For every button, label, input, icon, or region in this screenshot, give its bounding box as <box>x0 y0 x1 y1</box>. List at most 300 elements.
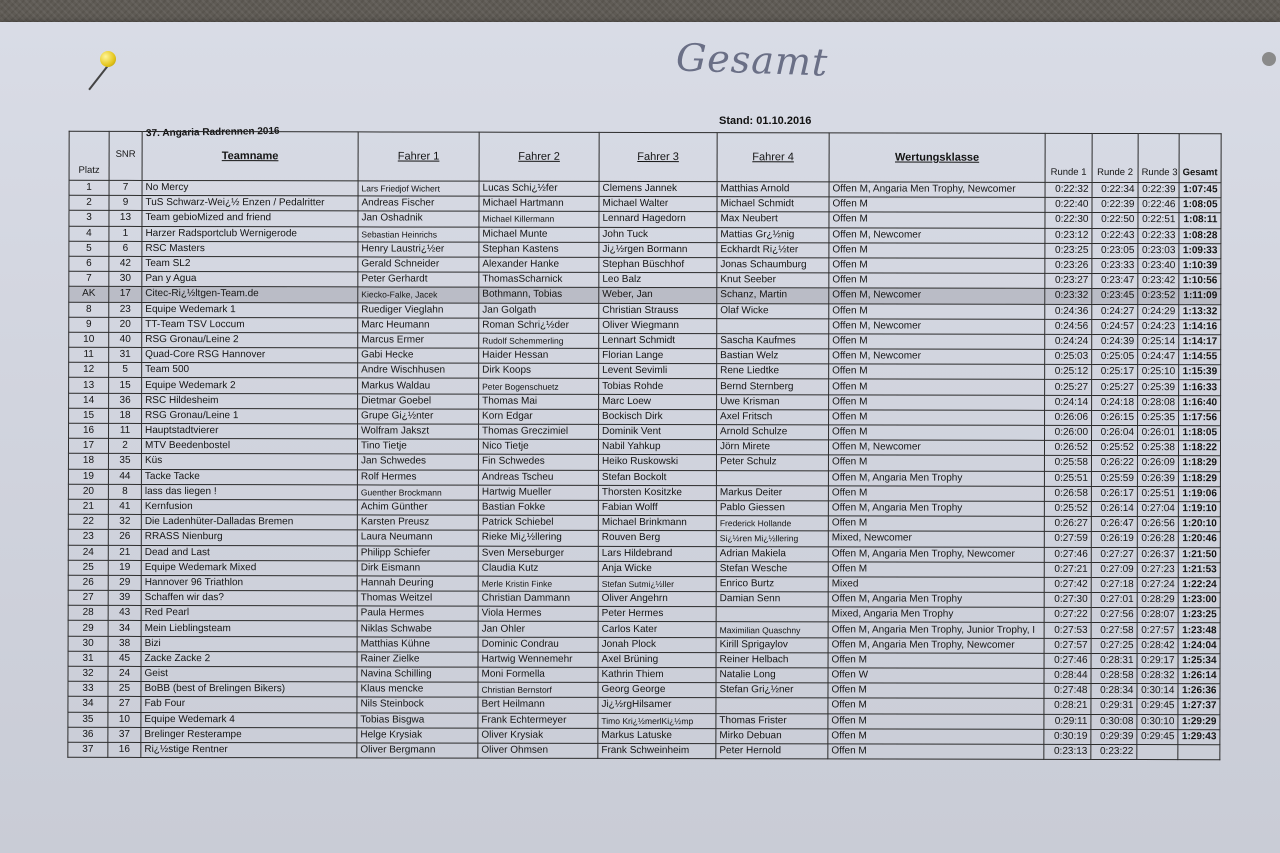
cell-fahrer3: Anja Wicke <box>598 561 716 576</box>
cell-fahrer4: Enrico Burtz <box>716 577 828 592</box>
cell-gesamt: 1:15:39 <box>1179 365 1221 380</box>
cell-wertungsklasse: Offen M, Newcomer <box>828 440 1044 456</box>
cell-gesamt: 1:17:56 <box>1179 410 1221 425</box>
table-row <box>68 742 1220 760</box>
cell-fahrer3: Rouven Berg <box>598 531 716 546</box>
cell-platz: 25 <box>68 560 108 575</box>
cell-teamname: Team 500 <box>142 363 358 379</box>
cell-gesamt: 1:27:37 <box>1178 699 1220 714</box>
cell-gesamt: 1:07:45 <box>1179 183 1221 198</box>
cell-runde3: 0:26:56 <box>1137 517 1178 532</box>
cell-runde3: 0:24:47 <box>1138 350 1179 365</box>
cell-fahrer3: Leo Balz <box>599 273 717 288</box>
cell-fahrer4: Adrian Makiela <box>716 546 828 561</box>
cell-platz: 35 <box>68 712 108 727</box>
cell-fahrer1: Tino Tietje <box>357 439 478 454</box>
handwritten-note: Gesamt <box>675 35 830 85</box>
cell-fahrer1: Klaus mencke <box>357 682 478 697</box>
cell-wertungsklasse: Offen M, Newcomer <box>829 227 1045 243</box>
cell-gesamt: 1:20:10 <box>1178 517 1220 532</box>
cell-gesamt: 1:26:36 <box>1178 684 1220 699</box>
cell-fahrer1: Dietmar Goebel <box>358 394 479 409</box>
cell-fahrer4: Max Neubert <box>717 212 829 227</box>
cell-runde1: 0:25:27 <box>1045 380 1092 395</box>
cell-gesamt: 1:21:50 <box>1178 547 1220 562</box>
cell-platz: AK <box>69 287 109 302</box>
table-row <box>69 226 1221 244</box>
cell-teamname: RSC Masters <box>142 241 358 257</box>
cell-gesamt: 1:20:46 <box>1178 532 1220 547</box>
cell-wertungsklasse: Offen M <box>828 744 1044 760</box>
cell-runde2: 0:24:57 <box>1092 319 1138 334</box>
cell-runde1: 0:25:03 <box>1045 349 1092 364</box>
cell-platz: 7 <box>69 271 109 286</box>
cell-fahrer4: Bernd Sternberg <box>717 379 829 394</box>
cell-fahrer2: Korn Edgar <box>479 409 599 424</box>
cell-runde1: 0:27:53 <box>1044 623 1091 638</box>
cell-runde1: 0:25:51 <box>1044 471 1091 486</box>
cell-wertungsklasse: Offen W <box>828 668 1044 684</box>
cell-runde1: 0:26:00 <box>1045 425 1092 440</box>
cell-snr: 27 <box>108 697 141 712</box>
cell-snr: 20 <box>109 317 142 332</box>
cell-platz: 33 <box>68 681 108 696</box>
cell-runde2: 0:27:01 <box>1091 592 1137 607</box>
cell-platz: 1 <box>69 180 109 195</box>
cell-fahrer2: Stephan Kastens <box>479 242 599 257</box>
table-row <box>69 211 1221 229</box>
cell-runde3: 0:25:51 <box>1137 486 1178 501</box>
cell-fahrer3: Florian Lange <box>599 348 717 363</box>
cell-fahrer4: Stefan Gri¿½ner <box>716 683 828 698</box>
cell-runde3: 0:23:52 <box>1138 289 1179 304</box>
cell-fahrer2: Michael Hartmann <box>479 196 599 211</box>
cell-gesamt: 1:14:17 <box>1179 334 1221 349</box>
cell-teamname: Zacke Zacke 2 <box>141 651 357 667</box>
cell-fahrer2: Christian Bernstorf <box>478 682 598 697</box>
cell-wertungsklasse: Offen M <box>829 243 1045 259</box>
cell-platz: 6 <box>69 256 109 271</box>
cell-snr: 21 <box>108 545 141 560</box>
cell-runde2: 0:26:19 <box>1091 532 1137 547</box>
header-teamname: Teamname <box>142 131 358 180</box>
cell-snr: 1 <box>109 226 142 241</box>
cell-platz: 17 <box>68 438 108 453</box>
cell-teamname: RSC Hildesheim <box>142 393 358 409</box>
cell-wertungsklasse: Offen M, Angaria Men Trophy <box>828 470 1044 486</box>
cell-teamname: Geist <box>141 666 357 682</box>
cell-runde1: 0:25:58 <box>1044 456 1091 471</box>
cell-snr: 25 <box>108 682 141 697</box>
cell-fahrer1: Jan Oshadnik <box>358 211 479 226</box>
cell-platz: 20 <box>68 484 108 499</box>
cell-teamname: Team gebioMized and friend <box>142 211 358 227</box>
cell-fahrer1: Kiecko-Falke, Jacek <box>358 287 479 302</box>
cell-snr: 23 <box>109 302 142 317</box>
cell-fahrer2: Roman Schri¿½der <box>479 318 599 333</box>
cell-snr: 15 <box>109 378 142 393</box>
cell-runde2: 0:26:22 <box>1091 456 1137 471</box>
cell-fahrer2: Rudolf Schemmerling <box>479 333 599 348</box>
table-row <box>68 560 1220 578</box>
cell-gesamt: 1:26:14 <box>1178 669 1220 684</box>
cell-fahrer2: Oliver Ohmsen <box>478 743 598 758</box>
cell-runde3: 0:22:39 <box>1138 183 1179 198</box>
cell-runde2: 0:22:34 <box>1092 182 1138 197</box>
cell-fahrer2: Dirk Koops <box>479 363 599 378</box>
cell-fahrer1: Jan Schwedes <box>357 454 478 469</box>
cell-runde1: 0:24:36 <box>1045 304 1092 319</box>
cell-fahrer3: Oliver Wiegmann <box>599 318 717 333</box>
cell-fahrer4: Reiner Helbach <box>716 652 828 667</box>
cell-gesamt: 1:18:29 <box>1178 471 1220 486</box>
cell-fahrer3: Georg George <box>598 683 716 698</box>
cell-fahrer4: Bastian Welz <box>717 349 829 364</box>
cell-fahrer2: Claudia Kutz <box>478 561 598 576</box>
cell-platz: 27 <box>68 590 108 605</box>
cell-wertungsklasse: Mixed <box>828 577 1044 593</box>
cell-runde1: 0:28:21 <box>1044 699 1091 714</box>
cell-gesamt: 1:14:16 <box>1179 319 1221 334</box>
cell-runde3: 0:26:28 <box>1137 532 1178 547</box>
cell-runde1: 0:22:32 <box>1045 182 1092 197</box>
cell-runde2: 0:22:50 <box>1092 213 1138 228</box>
cell-runde1: 0:27:46 <box>1044 547 1091 562</box>
cell-snr: 30 <box>109 272 142 287</box>
cell-fahrer3: Stefan Bockolt <box>598 470 716 485</box>
cell-fahrer4: Arnold Schulze <box>717 425 829 440</box>
cell-fahrer2: Jan Golgath <box>479 303 599 318</box>
cell-snr: 39 <box>108 590 141 605</box>
cell-fahrer3: John Tuck <box>599 227 717 242</box>
cell-platz: 36 <box>68 727 108 742</box>
cell-runde1: 0:22:40 <box>1045 198 1092 213</box>
cell-runde2: 0:23:45 <box>1092 289 1138 304</box>
cell-teamname: Schaffen wir das? <box>141 591 357 607</box>
table-row <box>69 287 1221 305</box>
cell-teamname: Hauptstadtvierer <box>142 423 358 439</box>
cell-snr: 45 <box>108 651 141 666</box>
cell-snr: 41 <box>108 499 141 514</box>
results-table <box>67 131 1221 761</box>
cell-fahrer1: Helge Krysiak <box>357 728 478 743</box>
cell-platz: 8 <box>69 302 109 317</box>
cell-platz: 22 <box>68 514 108 529</box>
cell-fahrer4 <box>716 607 828 622</box>
cell-fahrer2: Viola Hermes <box>478 606 598 621</box>
cell-runde2: 0:28:34 <box>1091 684 1137 699</box>
cell-wertungsklasse: Offen M <box>828 562 1044 578</box>
cell-gesamt: 1:18:29 <box>1178 456 1220 471</box>
cell-fahrer4 <box>716 698 828 713</box>
header-runde1: Runde 1 <box>1045 133 1092 182</box>
cell-gesamt: 1:08:05 <box>1179 198 1221 213</box>
header-platz: Platz <box>69 131 109 180</box>
cell-fahrer1: Lars Friedjof Wichert <box>358 181 479 196</box>
cell-fahrer2: Lucas Schi¿½fer <box>479 181 599 196</box>
cell-snr: 35 <box>108 454 141 469</box>
cell-fahrer2: Haider Hessan <box>479 348 599 363</box>
cell-wertungsklasse: Offen M, Angaria Men Trophy <box>828 592 1044 608</box>
cell-snr: 42 <box>109 256 142 271</box>
cell-teamname: Küs <box>141 454 357 470</box>
cell-gesamt: 1:23:48 <box>1178 623 1220 638</box>
cell-fahrer1: Laura Neumann <box>357 530 478 545</box>
cell-runde2: 0:23:47 <box>1092 274 1138 289</box>
cell-teamname: Brelinger Resterampe <box>141 727 357 743</box>
cell-teamname: Equipe Wedemark 2 <box>142 378 358 394</box>
cell-runde1: 0:26:27 <box>1044 516 1091 531</box>
cell-fahrer1: Guenther Brockmann <box>357 485 478 500</box>
cell-runde1: 0:28:44 <box>1044 668 1091 683</box>
cell-runde3: 0:25:35 <box>1138 410 1179 425</box>
cell-wertungsklasse: Offen M <box>829 303 1045 319</box>
cell-fahrer3: Fabian Wolff <box>598 500 716 515</box>
cell-runde3: 0:29:45 <box>1137 699 1178 714</box>
cell-fahrer2: Thomas Mai <box>479 394 599 409</box>
cell-runde1: 0:25:52 <box>1044 501 1091 516</box>
cell-fahrer4: Kirill Sprigaylov <box>716 637 828 652</box>
cell-runde1: 0:23:13 <box>1044 744 1091 759</box>
cell-gesamt: 1:14:55 <box>1179 350 1221 365</box>
cell-gesamt: 1:23:25 <box>1178 608 1220 623</box>
cell-snr: 43 <box>108 606 141 621</box>
cell-fahrer3: Jonah Plock <box>598 637 716 652</box>
header-fahrer2: Fahrer 2 <box>479 132 599 181</box>
cell-runde3: 0:27:04 <box>1137 501 1178 516</box>
cell-runde2: 0:22:39 <box>1092 198 1138 213</box>
cell-platz: 16 <box>69 423 109 438</box>
cell-teamname: Quad-Core RSG Hannover <box>142 348 358 364</box>
cell-runde2: 0:27:18 <box>1091 577 1137 592</box>
cell-wertungsklasse: Offen M, Newcomer <box>829 349 1045 365</box>
cell-fahrer1: Marc Heumann <box>358 318 479 333</box>
cell-wertungsklasse: Offen M, Newcomer <box>829 319 1045 335</box>
cell-fahrer3: Weber, Jan <box>599 288 717 303</box>
cell-fahrer4: Michael Schmidt <box>717 197 829 212</box>
header-snr: SNR <box>109 131 142 180</box>
cell-runde1: 0:23:27 <box>1045 273 1092 288</box>
cell-runde3: 0:23:40 <box>1138 258 1179 273</box>
table-row <box>68 575 1220 593</box>
cell-gesamt: 1:19:10 <box>1178 502 1220 517</box>
results-body <box>68 180 1221 760</box>
cell-snr: 11 <box>109 423 142 438</box>
cell-teamname: Fab Four <box>141 697 357 713</box>
cell-runde1: 0:24:14 <box>1045 395 1092 410</box>
cell-gesamt: 1:18:05 <box>1179 426 1221 441</box>
cell-runde3: 0:28:32 <box>1137 669 1178 684</box>
cell-platz: 11 <box>69 347 109 362</box>
cell-fahrer1: Tobias Bisgwa <box>357 712 478 727</box>
cell-gesamt: 1:09:33 <box>1179 243 1221 258</box>
cell-fahrer2: Dominic Condrau <box>478 637 598 652</box>
cell-fahrer4: Jonas Schaumburg <box>717 258 829 273</box>
cell-snr: 7 <box>109 180 142 195</box>
cell-runde2: 0:25:05 <box>1092 349 1138 364</box>
cell-runde3: 0:25:10 <box>1138 365 1179 380</box>
cell-platz: 4 <box>69 226 109 241</box>
cell-fahrer2: Frank Echtermeyer <box>478 713 598 728</box>
cell-wertungsklasse: Offen M, Angaria Men Trophy, Newcomer <box>829 182 1045 198</box>
cell-fahrer2: Bothmann, Tobias <box>479 287 599 302</box>
cell-fahrer3: Stephan Büschhof <box>599 257 717 272</box>
cell-fahrer4: Eckhardt Ri¿½ter <box>717 242 829 257</box>
cell-teamname: Pan y Agua <box>142 272 358 288</box>
cell-platz: 37 <box>68 742 108 757</box>
cell-gesamt: 1:08:11 <box>1179 213 1221 228</box>
cell-fahrer4: Schanz, Martin <box>717 288 829 303</box>
cell-teamname: lass das liegen ! <box>141 484 357 500</box>
cell-fahrer3: Ji¿½rgHilsamer <box>598 698 716 713</box>
cell-platz: 2 <box>69 195 109 210</box>
cell-fahrer2: Jan Ohler <box>478 622 598 637</box>
cell-teamname: Team SL2 <box>142 256 358 272</box>
cell-fahrer1: Thomas Weitzel <box>357 591 478 606</box>
cell-snr: 16 <box>108 742 141 757</box>
cell-fahrer1: Nils Steinbock <box>357 697 478 712</box>
cell-snr: 8 <box>108 484 141 499</box>
cell-teamname: Equipe Wedemark 1 <box>142 302 358 318</box>
cell-runde1: 0:24:24 <box>1045 334 1092 349</box>
cell-fahrer1: Niklas Schwabe <box>357 621 478 636</box>
cell-teamname: Tacke Tacke <box>141 469 357 485</box>
cell-platz: 28 <box>68 606 108 621</box>
cell-teamname: Dead and Last <box>141 545 357 561</box>
cell-fahrer2: Michael Munte <box>479 227 599 242</box>
cell-runde2: 0:25:27 <box>1092 380 1138 395</box>
cell-runde2: 0:24:39 <box>1092 334 1138 349</box>
cell-fahrer1: Oliver Bergmann <box>357 743 478 758</box>
cell-fahrer4: Olaf Wicke <box>717 303 829 318</box>
cell-runde3: 0:25:39 <box>1138 380 1179 395</box>
cell-fahrer3: Peter Hermes <box>598 607 716 622</box>
header-runde2: Runde 2 <box>1092 133 1138 182</box>
cell-wertungsklasse: Offen M <box>829 364 1045 380</box>
cell-fahrer4: Peter Schulz <box>716 455 828 470</box>
cell-gesamt: 1:16:33 <box>1179 380 1221 395</box>
cell-runde2: 0:29:31 <box>1091 699 1137 714</box>
cell-fahrer1: Karsten Preusz <box>357 515 478 530</box>
cell-runde1: 0:27:57 <box>1044 638 1091 653</box>
cell-snr: 26 <box>108 530 141 545</box>
cell-snr: 24 <box>108 666 141 681</box>
cell-gesamt: 1:19:06 <box>1178 486 1220 501</box>
cell-snr: 2 <box>108 439 141 454</box>
cell-runde2: 0:24:18 <box>1092 395 1138 410</box>
cell-wertungsklasse: Offen M, Angaria Men Trophy, Newcomer <box>828 638 1044 654</box>
cell-fahrer1: Ruediger Vieglahn <box>358 302 479 317</box>
cell-fahrer3: Michael Brinkmann <box>598 516 716 531</box>
table-row <box>68 681 1220 699</box>
cell-runde1: 0:23:12 <box>1045 228 1092 243</box>
cell-fahrer1: Gerald Schneider <box>358 257 479 272</box>
cell-gesamt: 1:18:22 <box>1178 441 1220 456</box>
header-wertungsklasse: Wertungsklasse <box>829 133 1045 182</box>
cell-runde1: 0:27:21 <box>1044 562 1091 577</box>
cell-platz: 21 <box>68 499 108 514</box>
cell-fahrer4: Thomas Frister <box>716 713 828 728</box>
cell-runde1: 0:27:42 <box>1044 577 1091 592</box>
cell-fahrer3: Thorsten Kositzke <box>598 485 716 500</box>
cell-runde3: 0:30:14 <box>1137 684 1178 699</box>
cell-runde3: 0:26:01 <box>1138 426 1179 441</box>
cell-runde3: 0:28:08 <box>1138 395 1179 410</box>
cell-runde3: 0:22:33 <box>1138 228 1179 243</box>
cell-platz: 14 <box>69 393 109 408</box>
cell-fahrer3: Levent Sevimli <box>599 364 717 379</box>
cell-fahrer1: Andre Wischhusen <box>358 363 479 378</box>
cell-fahrer3: Marc Loew <box>599 394 717 409</box>
cell-fahrer4: Frederick Hollande <box>716 516 828 531</box>
cell-platz: 30 <box>68 636 108 651</box>
cell-fahrer2: Bastian Fokke <box>478 500 598 515</box>
cell-fahrer3: Christian Strauss <box>599 303 717 318</box>
cell-runde1: 0:26:06 <box>1045 410 1092 425</box>
cell-snr: 38 <box>108 636 141 651</box>
cell-snr: 17 <box>109 287 142 302</box>
cell-fahrer1: Hannah Deuring <box>357 576 478 591</box>
cell-snr: 44 <box>108 469 141 484</box>
cell-snr: 6 <box>109 241 142 256</box>
cell-runde1: 0:26:58 <box>1044 486 1091 501</box>
cell-runde2: 0:27:27 <box>1091 547 1137 562</box>
cell-runde3: 0:23:42 <box>1138 274 1179 289</box>
cell-runde1: 0:27:22 <box>1044 608 1091 623</box>
cell-wertungsklasse: Mixed, Angaria Men Trophy <box>828 607 1044 623</box>
cell-fahrer2: Sven Merseburger <box>478 546 598 561</box>
cell-runde3: 0:26:37 <box>1137 547 1178 562</box>
cell-teamname: Bizi <box>141 636 357 652</box>
cell-fahrer4: Maximilian Quaschny <box>716 622 828 637</box>
cell-fahrer2: ThomasScharnick <box>479 272 599 287</box>
cell-wertungsklasse: Offen M <box>828 729 1044 745</box>
cell-runde1: 0:23:32 <box>1045 289 1092 304</box>
cell-runde2: 0:26:04 <box>1092 425 1138 440</box>
cell-fahrer4: Markus Deiter <box>716 485 828 500</box>
cell-fahrer1: Rolf Hermes <box>357 469 478 484</box>
cell-gesamt: 1:08:28 <box>1179 228 1221 243</box>
cell-fahrer4: Uwe Krisman <box>717 394 829 409</box>
cell-runde2: 0:26:14 <box>1091 501 1137 516</box>
cell-wertungsklasse: Offen M <box>828 486 1044 502</box>
cell-wertungsklasse: Offen M <box>828 698 1044 714</box>
cell-wertungsklasse: Offen M <box>829 273 1045 289</box>
cell-fahrer3: Kathrin Thiem <box>598 667 716 682</box>
cell-fahrer2: Christian Dammann <box>478 591 598 606</box>
cell-snr: 29 <box>108 575 141 590</box>
cell-fahrer4: Matthias Arnold <box>717 182 829 197</box>
cell-runde2: 0:23:05 <box>1092 243 1138 258</box>
cell-fahrer2: Alexander Hanke <box>479 257 599 272</box>
cell-platz: 32 <box>68 666 108 681</box>
cell-runde3: 0:28:29 <box>1137 593 1178 608</box>
cell-teamname: Die Ladenhüter-Dalladas Bremen <box>141 515 357 531</box>
cell-teamname: MTV Beedenbostel <box>141 439 357 455</box>
cell-fahrer3: Stefan Sutmi¿½ller <box>598 576 716 591</box>
cell-fahrer2: Patrick Schiebel <box>478 515 598 530</box>
cell-teamname: TT-Team TSV Loccum <box>142 317 358 333</box>
cell-fahrer4: Knut Seeber <box>717 273 829 288</box>
table-row <box>68 514 1220 532</box>
cell-fahrer1: Wolfram Jakszt <box>358 424 479 439</box>
cell-fahrer2: Michael Killermann <box>479 212 599 227</box>
cell-teamname: Ri¿½stige Rentner <box>141 742 357 758</box>
cell-wertungsklasse: Offen M <box>828 516 1044 532</box>
cell-gesamt: 1:24:04 <box>1178 638 1220 653</box>
cell-wertungsklasse: Offen M, Angaria Men Trophy, Junior Trophy, I <box>828 622 1044 638</box>
cell-teamname: No Mercy <box>142 180 358 196</box>
